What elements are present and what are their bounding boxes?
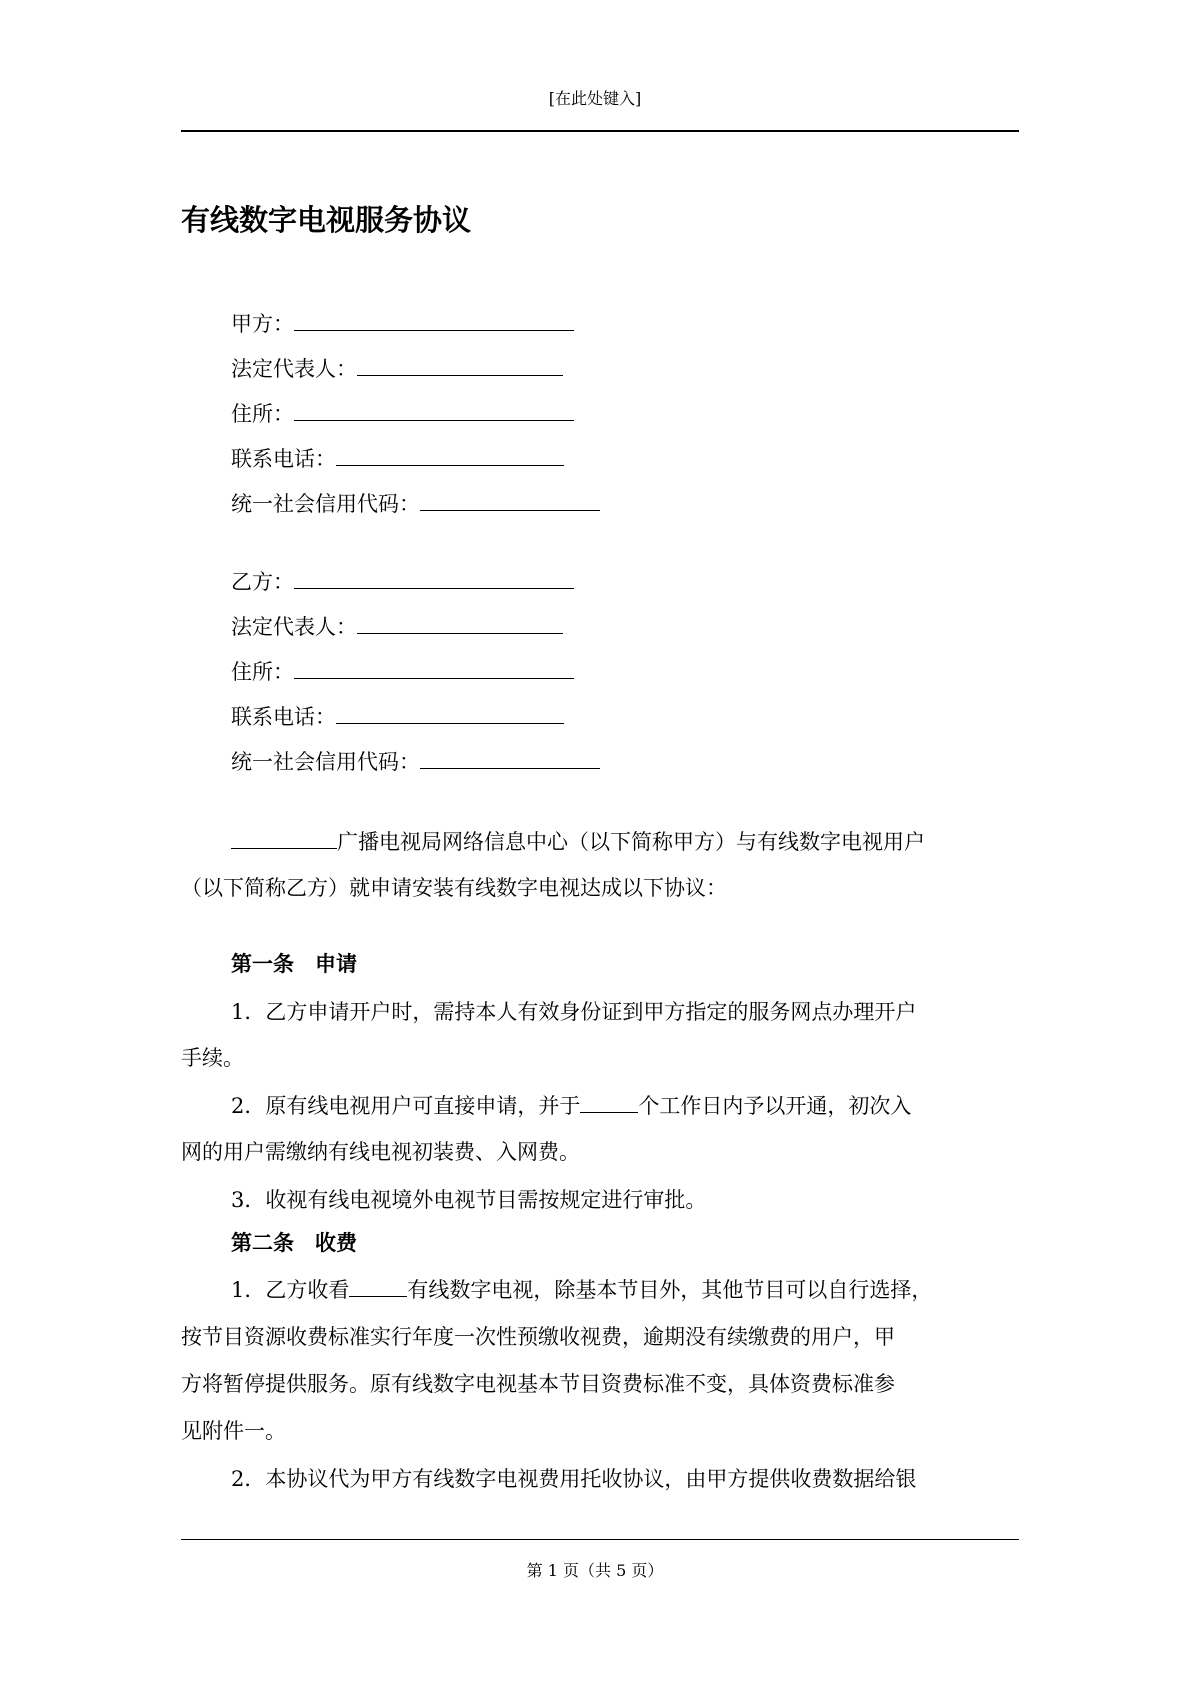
article-2-p1-line-2: 按节目资源收费标准实行年度一次性预缴收视费，逾期没有续缴费的用户，甲 xyxy=(181,1325,895,1349)
blank-line xyxy=(357,353,563,376)
intro-line-1: 广播电视局网络信息中心（以下简称甲方）与有线数字电视用户 xyxy=(181,826,1071,856)
document-title: 有线数字电视服务协议 xyxy=(181,203,472,237)
article-2-p1-line-4: 见附件一。 xyxy=(181,1419,286,1443)
article-1-p1-line-1: 1．乙方申请开户时，需持本人有效身份证到甲方指定的服务网点办理开户 xyxy=(231,1000,917,1024)
footer-rule xyxy=(181,1539,1019,1540)
page-header: [在此处键入] xyxy=(548,89,642,108)
party-a-phone-field: 联系电话： xyxy=(231,443,564,473)
page-footer: 第 1 页（共 5 页） xyxy=(526,1561,664,1580)
article-2-p2-line-1: 2．本协议代为甲方有线数字电视费用托收协议，由甲方提供收费数据给银 xyxy=(231,1467,917,1491)
blank-line xyxy=(294,398,574,421)
party-b-rep-field: 法定代表人： xyxy=(231,611,563,641)
article-1-p2-line-2: 网的用户需缴纳有线电视初装费、入网费。 xyxy=(181,1140,580,1164)
blank-line xyxy=(231,826,337,849)
party-a-rep-field: 法定代表人： xyxy=(231,353,563,383)
blank-line xyxy=(580,1090,638,1113)
blank-line xyxy=(294,308,574,331)
party-a-credit-code-field: 统一社会信用代码： xyxy=(231,488,600,518)
article-2-p1-line-1: 1．乙方收看 有线数字电视，除基本节目外，其他节目可以自行选择， xyxy=(181,1274,1071,1304)
party-a-name-field: 甲方： xyxy=(231,308,574,338)
article-1-heading: 第一条 申请 xyxy=(231,952,357,976)
party-b-credit-code-field: 统一社会信用代码： xyxy=(231,746,600,776)
blank-line xyxy=(357,611,563,634)
blank-line xyxy=(420,746,600,769)
intro-line-2: （以下简称乙方）就申请安装有线数字电视达成以下协议： xyxy=(181,876,727,900)
article-1-p3: 3．收视有线电视境外电视节目需按规定进行审批。 xyxy=(231,1188,707,1212)
blank-line xyxy=(336,443,564,466)
article-2-heading: 第二条 收费 xyxy=(231,1231,357,1255)
article-1-p2-line-1: 2．原有线电视用户可直接申请，并于 个工作日内予以开通，初次入 xyxy=(181,1090,1071,1120)
party-b-name-field: 乙方： xyxy=(231,566,574,596)
blank-line xyxy=(294,656,574,679)
blank-line xyxy=(420,488,600,511)
party-a-address-field: 住所： xyxy=(231,398,574,428)
party-b-phone-field: 联系电话： xyxy=(231,701,564,731)
blank-line xyxy=(294,566,574,589)
article-2-p1-line-3: 方将暂停提供服务。原有线数字电视基本节目资费标准不变，具体资费标准参 xyxy=(181,1372,895,1396)
blank-line xyxy=(349,1274,407,1297)
article-1-p1-line-2: 手续。 xyxy=(181,1046,244,1070)
blank-line xyxy=(336,701,564,724)
header-rule xyxy=(181,130,1019,132)
party-b-address-field: 住所： xyxy=(231,656,574,686)
